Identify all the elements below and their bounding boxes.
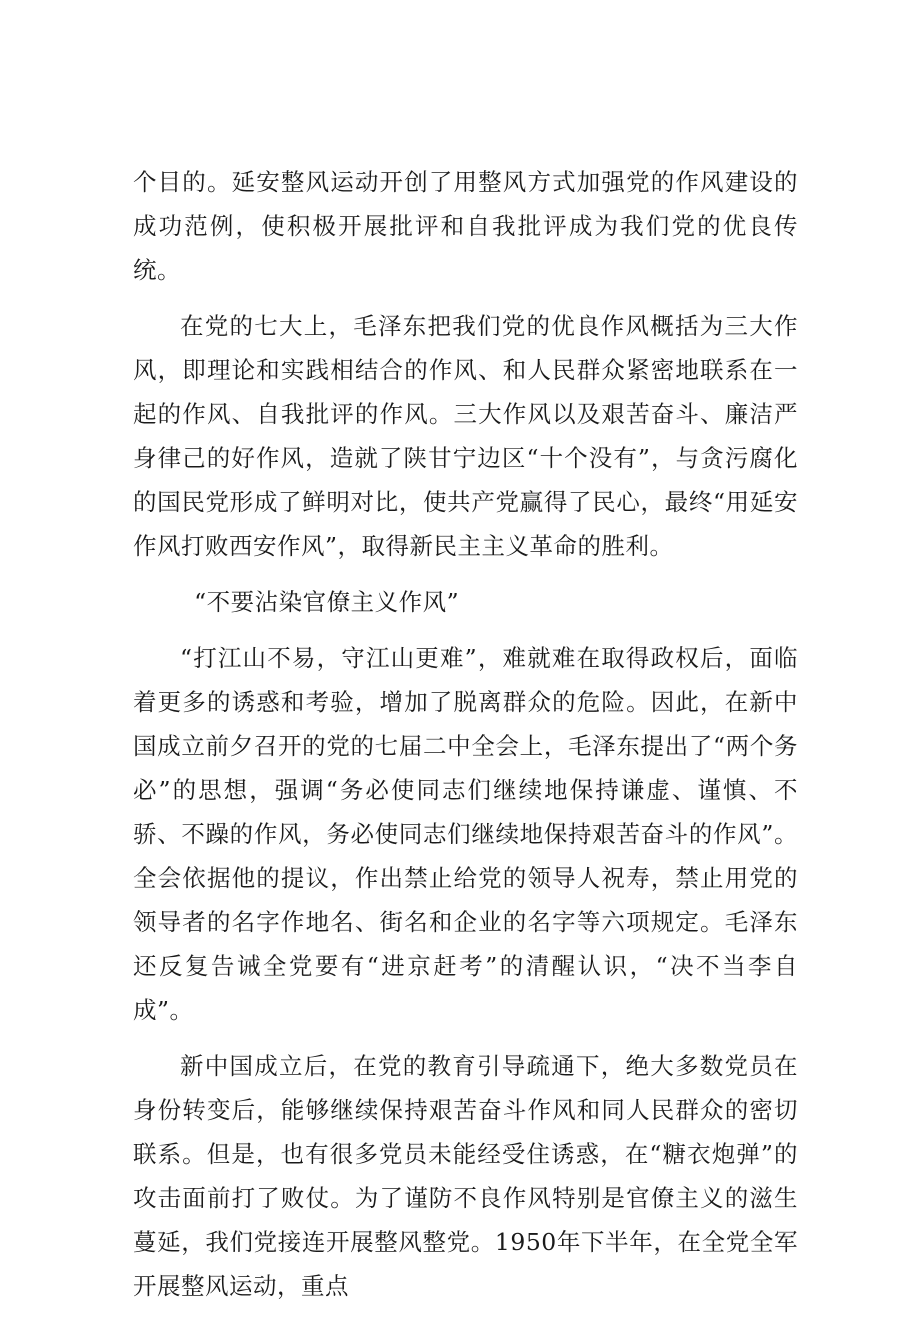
document-body (133, 160, 798, 1320)
paragraph-seventh-congress: 在党的七大上，毛泽东把我们党的优良作风概括为三大作风，即理论和实践相结合的作风、和人民群众紧密地联系在一起的作风、自我批评的作风。三大作风以及艰苦奋斗、廉洁严身律己的好作风，造就了陕甘宁边区“十个没有”，与贪污腐化的国民党形成了鲜明对比，使共产党赢得了民心，最终“用延安作风打败西安作风”，取得新民主主义革命的胜利。 (133, 312, 798, 560)
paragraph-new-china: 新中国成立后，在党的教育引导疏通下，绝大多数党员在身份转变后，能够继续保持艰苦奋斗作风和同人民群众的密切联系。但是，也有很多党员未能经受住诱惑，在“糖衣炮弹”的攻击面前打了败仗。为了谨防不良作风特别是官僚主义的滋生蔓延，我们党接连开展整风整党。1950年下半年，在全党全军开展整风运动，重点 (133, 1052, 798, 1300)
paragraph-continuation: 个目的。延安整风运动开创了用整风方式加强党的作风建设的成功范例，使积极开展批评和自我批评成为我们党的优良传统。 (133, 168, 798, 284)
section-heading: “不要沾染官僚主义作风” (194, 588, 460, 616)
paragraph-two-musts: “打江山不易，守江山更难”，难就难在取得政权后，面临着更多的诱惑和考验，增加了脱离群众的危险。因此，在新中国成立前夕召开的党的七届二中全会上，毛泽东提出了“两个务必”的思想，强调“务必使同志们继续地保持谦虚、谨慎、不骄、不躁的作风，务必使同志们继续地保持艰苦奋斗的作风”。全会依据他的提议，作出禁止给党的领导人祝寿，禁止用党的领导者的名字作地名、街名和企业的名字等六项规定。毛泽东还反复告诫全党要有“进京赶考”的清醒认识，“决不当李自成”。 (133, 644, 798, 1024)
